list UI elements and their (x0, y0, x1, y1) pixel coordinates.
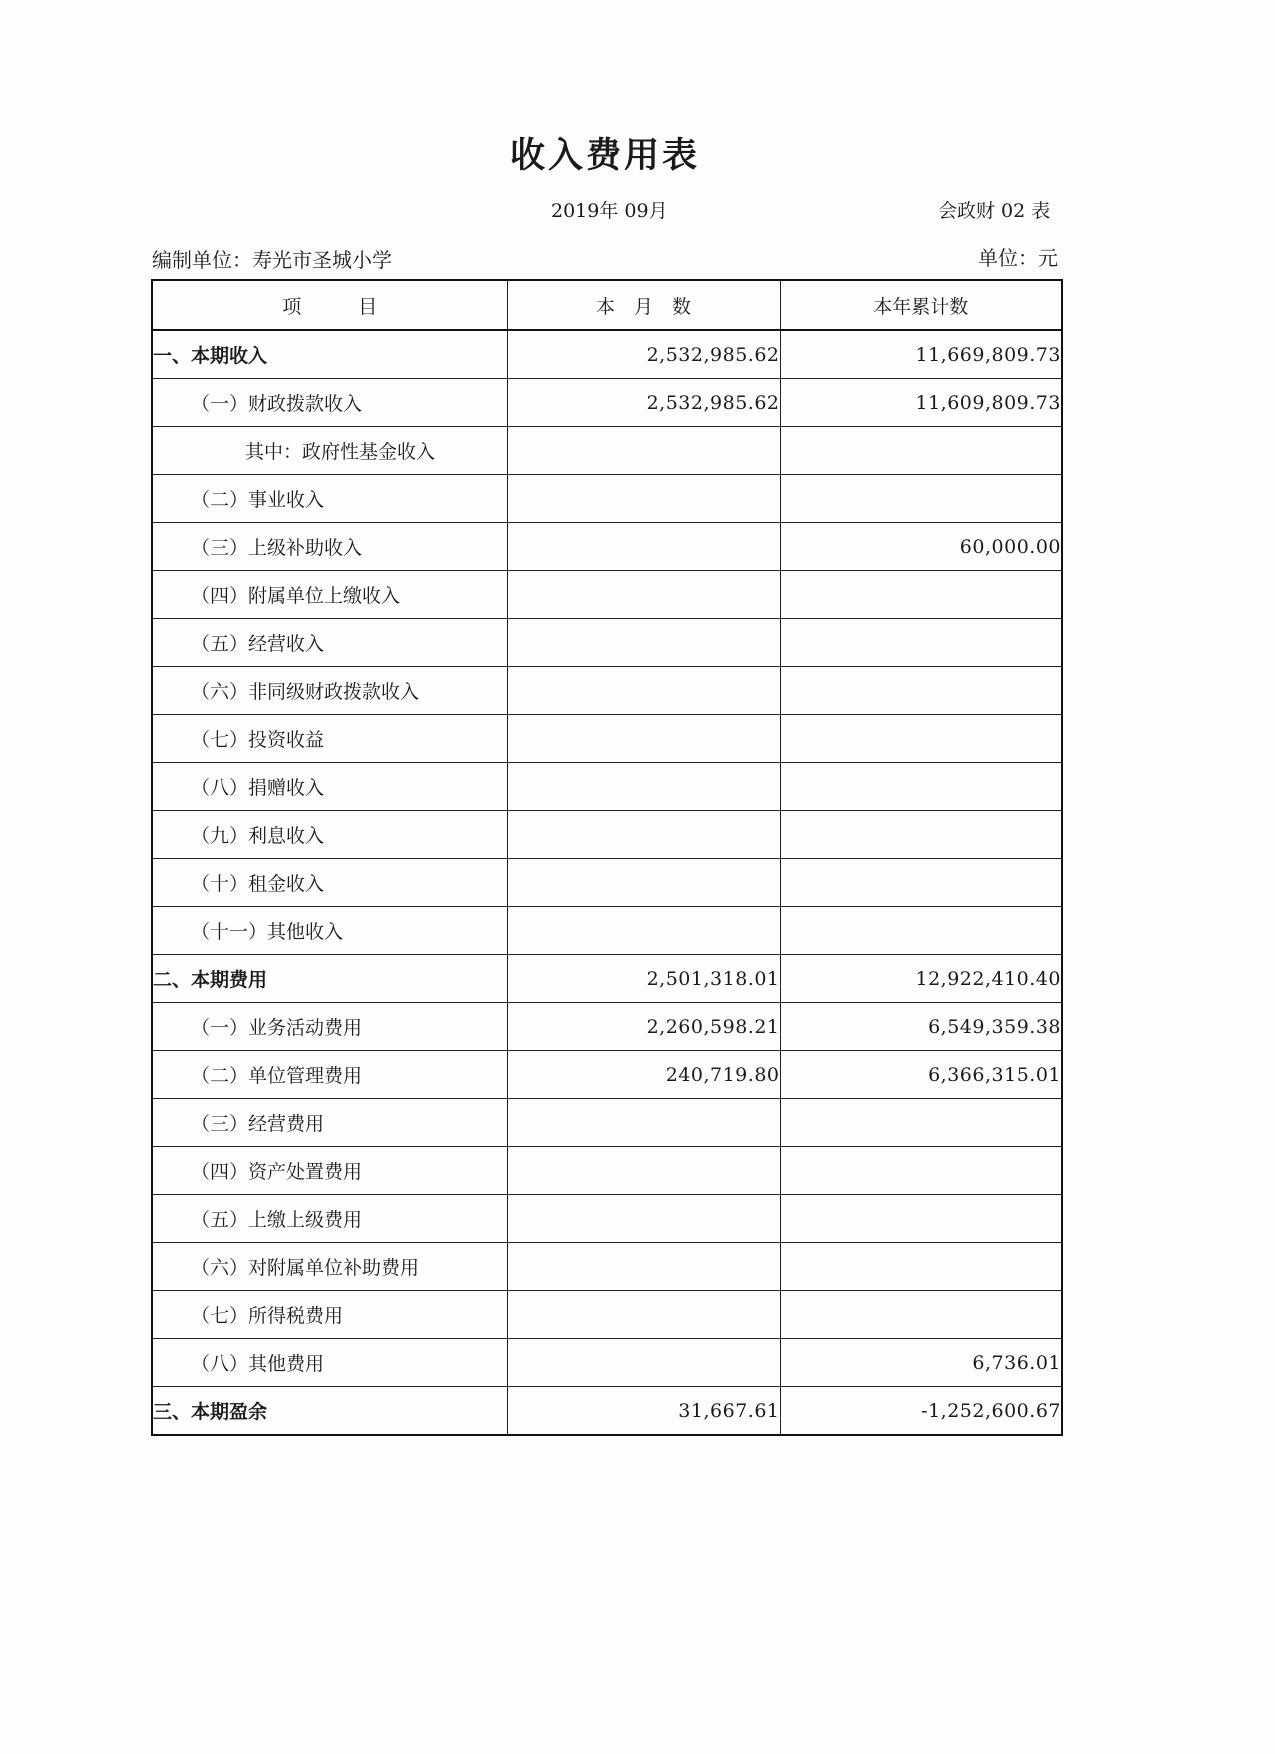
currency-unit: 单位：元 (978, 246, 1058, 270)
row-item-label: （四）资产处置费用 (152, 1147, 507, 1195)
row-item-label: （三）经营费用 (152, 1099, 507, 1147)
table-row (152, 330, 1062, 379)
row-month-value (507, 1099, 780, 1147)
table-row (152, 1147, 1062, 1195)
table-row (152, 523, 1062, 571)
row-ytd-value (780, 1243, 1062, 1291)
row-ytd-value (780, 763, 1062, 811)
table-row (152, 859, 1062, 907)
table-header-row (152, 280, 1062, 330)
row-item-label: （二）事业收入 (152, 475, 507, 523)
table-row (152, 763, 1062, 811)
table-row (152, 571, 1062, 619)
row-month-value: 31,667.61 (507, 1387, 780, 1436)
table-body (152, 330, 1062, 1435)
table-row (152, 907, 1062, 955)
row-item-label: （二）单位管理费用 (152, 1051, 507, 1099)
row-ytd-value: 60,000.00 (780, 523, 1062, 571)
row-item-label: （五）上缴上级费用 (152, 1195, 507, 1243)
row-ytd-value (780, 1195, 1062, 1243)
row-item-label: （一）业务活动费用 (152, 1003, 507, 1051)
table-row (152, 811, 1062, 859)
column-header-ytd: 本年累计数 (780, 280, 1062, 330)
table-row (152, 475, 1062, 523)
row-ytd-value (780, 1291, 1062, 1339)
row-ytd-value (780, 1147, 1062, 1195)
row-ytd-value: 11,609,809.73 (780, 379, 1062, 427)
row-item-label: （七）投资收益 (152, 715, 507, 763)
row-ytd-value: 6,549,359.38 (780, 1003, 1062, 1051)
row-month-value (507, 1195, 780, 1243)
table-row (152, 1291, 1062, 1339)
row-item-label: （七）所得税费用 (152, 1291, 507, 1339)
row-month-value (507, 1291, 780, 1339)
row-month-value (507, 475, 780, 523)
row-month-value (507, 427, 780, 475)
table-row (152, 1387, 1062, 1436)
row-ytd-value: 11,669,809.73 (780, 330, 1062, 379)
row-item-label: （四）附属单位上缴收入 (152, 571, 507, 619)
row-ytd-value (780, 715, 1062, 763)
row-month-value (507, 763, 780, 811)
row-month-value (507, 667, 780, 715)
row-ytd-value (780, 811, 1062, 859)
row-ytd-value (780, 667, 1062, 715)
table-row (152, 1243, 1062, 1291)
row-month-value (507, 859, 780, 907)
row-month-value (507, 907, 780, 955)
row-month-value (507, 619, 780, 667)
row-ytd-value (780, 1099, 1062, 1147)
column-header-item: 项 目 (152, 280, 507, 330)
row-month-value (507, 1147, 780, 1195)
table-row (152, 1003, 1062, 1051)
row-month-value: 2,501,318.01 (507, 955, 780, 1003)
row-ytd-value (780, 859, 1062, 907)
table-row (152, 955, 1062, 1003)
row-ytd-value (780, 475, 1062, 523)
row-item-label: 二、本期费用 (152, 955, 507, 1003)
row-ytd-value (780, 571, 1062, 619)
report-period: 2019年 09月 (551, 200, 668, 222)
income-expense-table (151, 279, 1063, 1436)
table-row (152, 379, 1062, 427)
row-item-label: （十）租金收入 (152, 859, 507, 907)
row-month-value (507, 811, 780, 859)
row-month-value (507, 715, 780, 763)
row-item-label: （十一）其他收入 (152, 907, 507, 955)
row-item-label: （九）利息收入 (152, 811, 507, 859)
row-item-label: 三、本期盈余 (152, 1387, 507, 1436)
row-month-value: 2,532,985.62 (507, 330, 780, 379)
table-row (152, 1051, 1062, 1099)
reporting-unit: 编制单位：寿光市圣城小学 (152, 248, 392, 272)
row-month-value (507, 1339, 780, 1387)
row-item-label: （三）上级补助收入 (152, 523, 507, 571)
row-item-label: （六）对附属单位补助费用 (152, 1243, 507, 1291)
row-month-value (507, 1243, 780, 1291)
report-title: 收入费用表 (509, 135, 700, 176)
row-item-label: （八）捐赠收入 (152, 763, 507, 811)
row-ytd-value: 6,366,315.01 (780, 1051, 1062, 1099)
table-row (152, 715, 1062, 763)
form-number: 会政财 02 表 (938, 200, 1051, 222)
row-item-label: （一）财政拨款收入 (152, 379, 507, 427)
row-ytd-value: 12,922,410.40 (780, 955, 1062, 1003)
table-row (152, 619, 1062, 667)
row-month-value: 2,260,598.21 (507, 1003, 780, 1051)
row-item-label: （五）经营收入 (152, 619, 507, 667)
column-header-month: 本 月 数 (507, 280, 780, 330)
table-row (152, 1099, 1062, 1147)
row-ytd-value (780, 427, 1062, 475)
table-row (152, 427, 1062, 475)
row-month-value: 240,719.80 (507, 1051, 780, 1099)
row-ytd-value: -1,252,600.67 (780, 1387, 1062, 1436)
table-row (152, 1339, 1062, 1387)
row-ytd-value (780, 907, 1062, 955)
row-month-value (507, 571, 780, 619)
table-row (152, 1195, 1062, 1243)
table-row (152, 667, 1062, 715)
row-month-value: 2,532,985.62 (507, 379, 780, 427)
row-item-label: 一、本期收入 (152, 330, 507, 379)
row-item-label: （八）其他费用 (152, 1339, 507, 1387)
row-month-value (507, 523, 780, 571)
row-ytd-value: 6,736.01 (780, 1339, 1062, 1387)
row-item-label: 其中：政府性基金收入 (152, 427, 507, 475)
row-item-label: （六）非同级财政拨款收入 (152, 667, 507, 715)
row-ytd-value (780, 619, 1062, 667)
